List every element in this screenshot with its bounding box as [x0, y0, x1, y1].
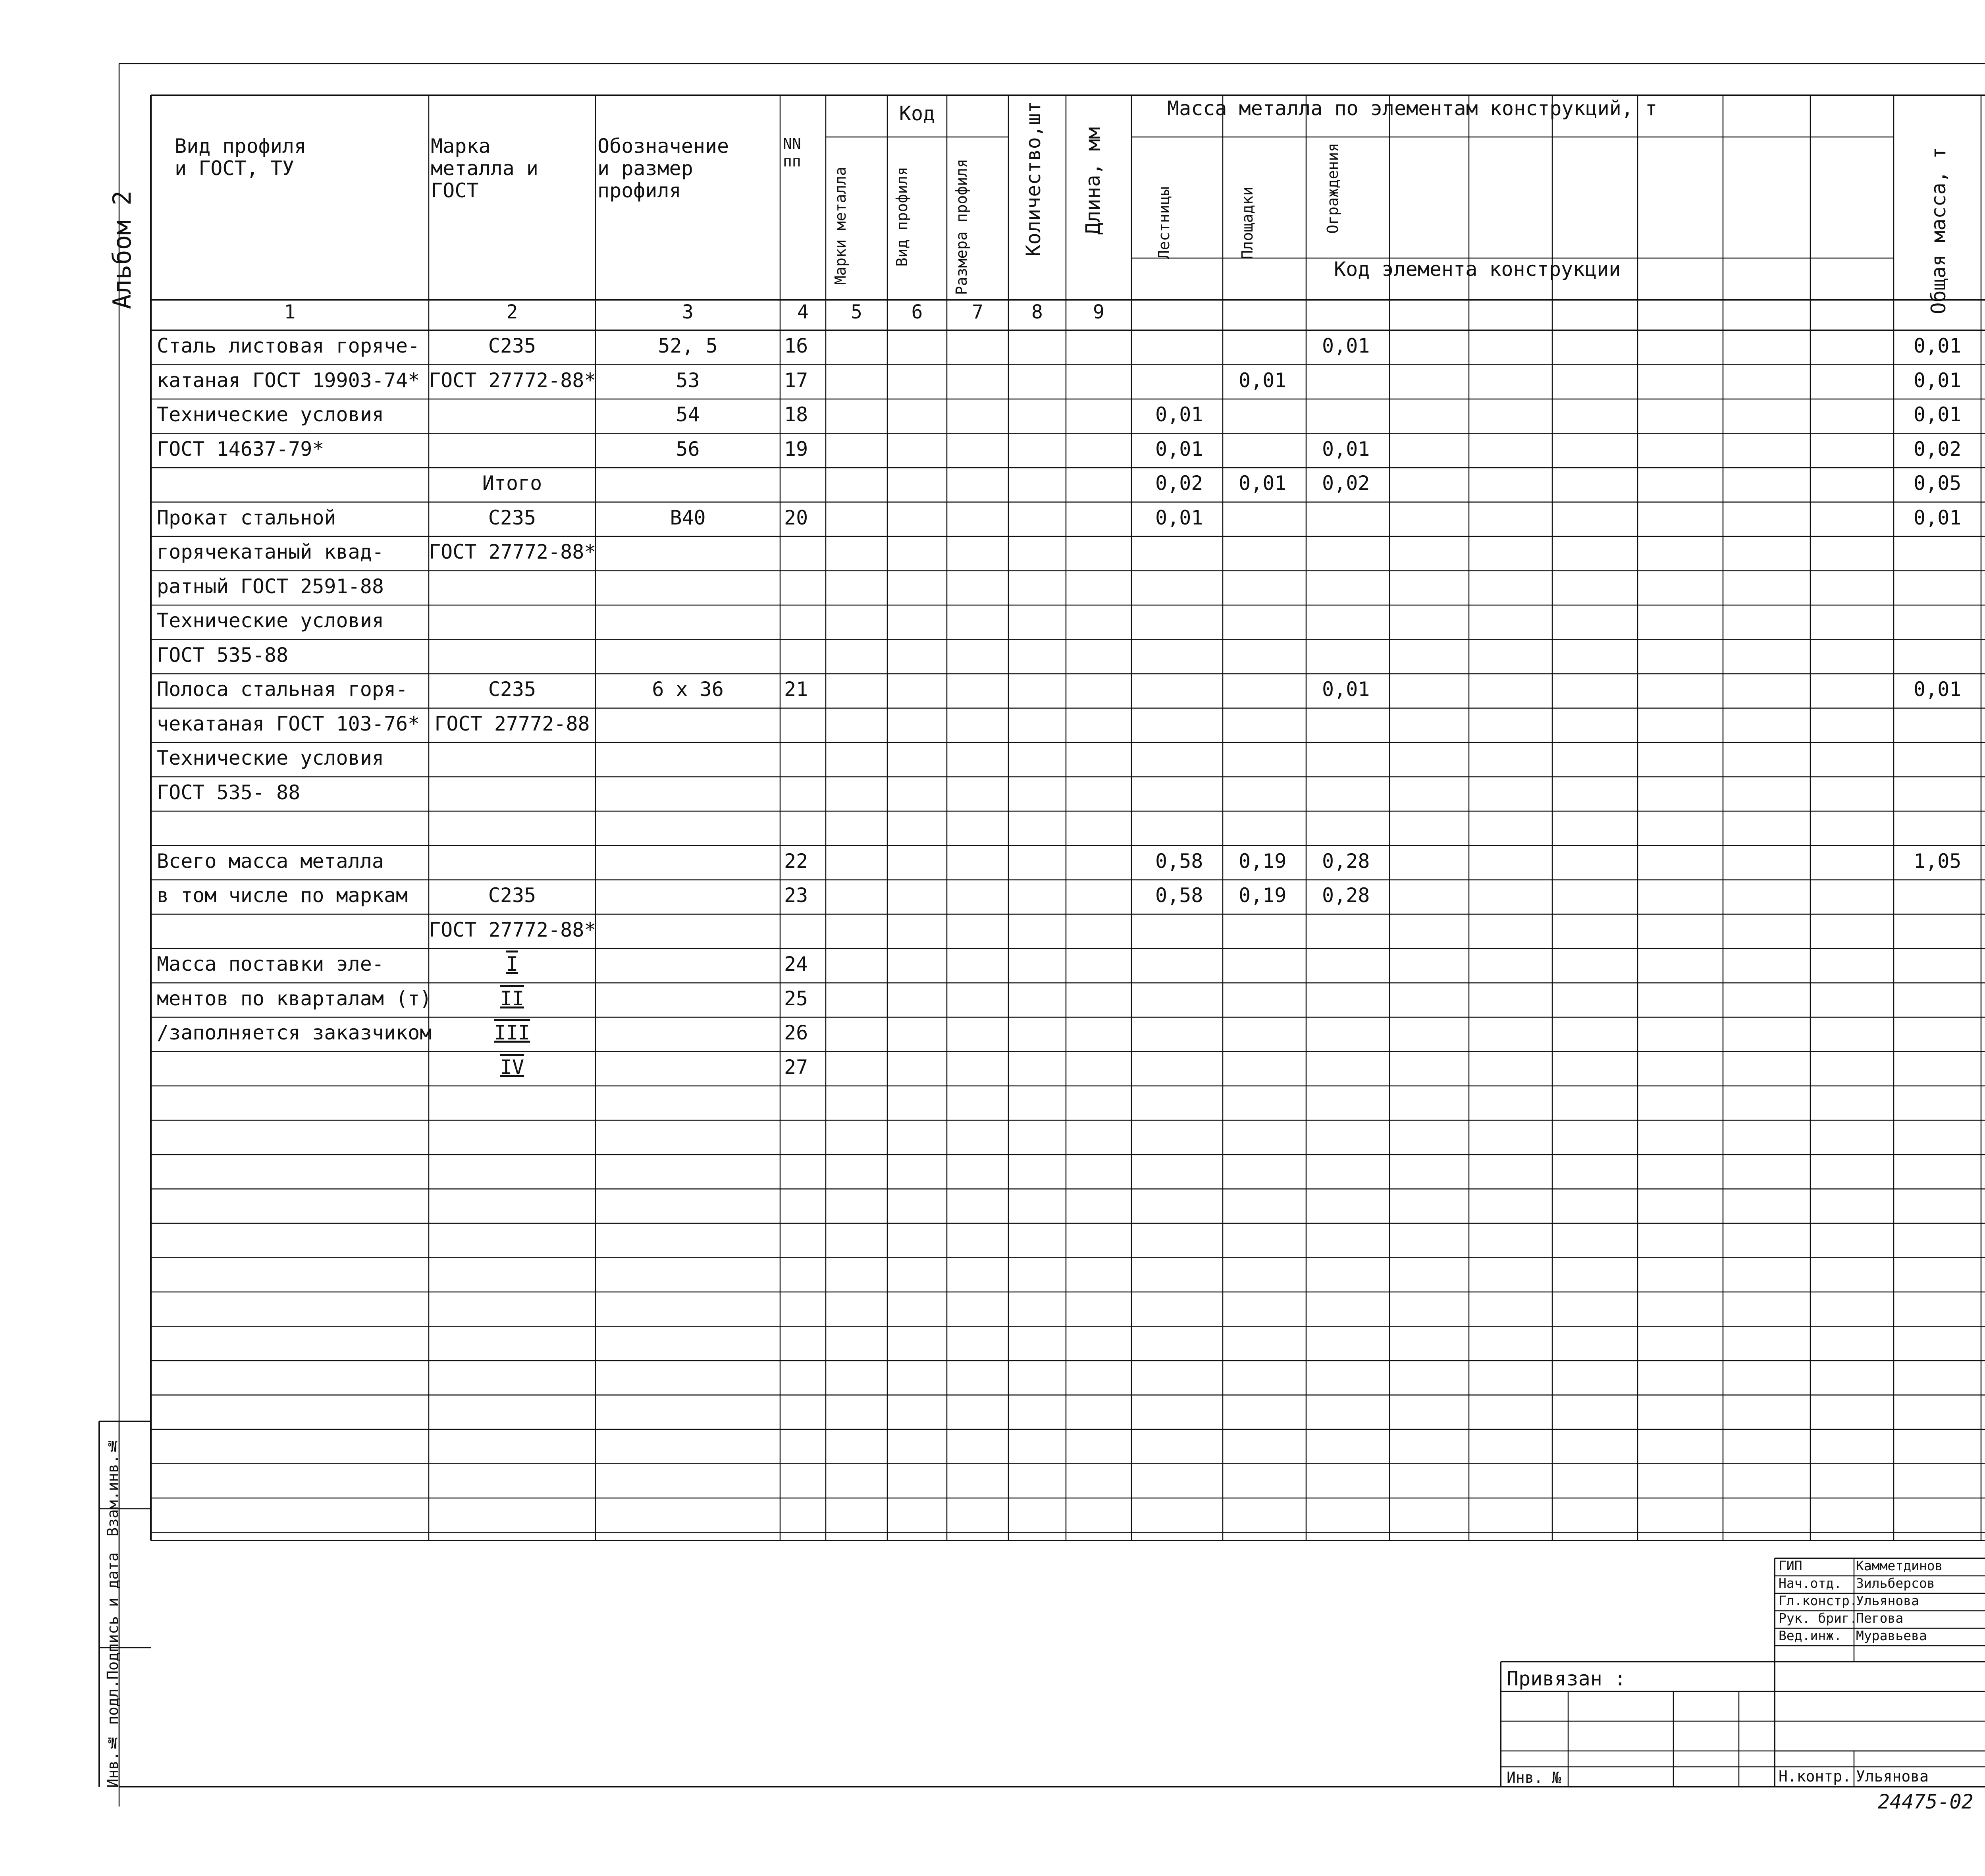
row-mass-platforms: 0,01	[1239, 368, 1287, 392]
row-total-mass: 0,02	[1914, 437, 1962, 461]
row-metal-mark: ГОСТ 27772-88*	[429, 368, 596, 392]
header-quantity: Количество,шт	[1022, 101, 1045, 257]
row-mass-ladders: 0,58	[1155, 849, 1203, 873]
row-profile: Технические условия	[157, 403, 384, 426]
row-metal-mark: С235	[488, 334, 536, 357]
row-profile: чекатаная ГОСТ 103-76*	[157, 712, 420, 735]
header-el-ladders: Лестницы	[1155, 187, 1173, 260]
row-nn: 26	[784, 1021, 808, 1044]
row-total-mass: 0,01	[1914, 678, 1962, 701]
row-nn: 20	[784, 506, 808, 529]
row-nn: 18	[784, 403, 808, 426]
row-mass-fences: 0,01	[1322, 334, 1370, 357]
stamp-label-replace: Взам.инв.№	[104, 1437, 121, 1537]
row-total-mass: 1,05	[1914, 849, 1962, 873]
row-metal-mark: Итого	[482, 472, 542, 495]
row-mass-fences: 0,02	[1322, 472, 1370, 495]
attached-label: Привязан :	[1507, 1667, 1627, 1690]
row-profile: Прокат стальной	[157, 506, 336, 529]
inv-label: Инв. №	[1507, 1769, 1561, 1786]
col-number: 9	[1093, 301, 1104, 323]
signer-name: Зильберсов	[1856, 1575, 1935, 1591]
signer-name: Пегова	[1856, 1610, 1904, 1626]
row-mass-ladders: 0,01	[1155, 437, 1203, 461]
row-profile: Технические условия	[157, 746, 384, 769]
header-total-mass: Общая масса, т	[1927, 147, 1950, 314]
row-nn: 25	[784, 987, 808, 1010]
row-profile: ментов по кварталам (т)	[157, 987, 432, 1010]
row-profile: Масса поставки эле-	[157, 952, 384, 976]
row-profile: катаная ГОСТ 19903-74*	[157, 368, 420, 392]
col-number: 3	[682, 301, 694, 323]
col-number: 7	[972, 301, 983, 323]
row-designation: 52, 5	[658, 334, 718, 357]
row-designation: 56	[676, 437, 700, 461]
row-nn: 21	[784, 678, 808, 701]
row-profile: Полоса стальная горя-	[157, 678, 408, 701]
row-metal-mark: IV	[500, 1055, 524, 1079]
row-profile: в том числе по маркам	[157, 884, 408, 907]
col-number: 5	[851, 301, 862, 323]
col-number: 2	[506, 301, 518, 323]
row-profile: ратный ГОСТ 2591-88	[157, 575, 384, 598]
row-total-mass: 0,01	[1914, 334, 1962, 357]
control-name: Ульянова	[1856, 1768, 1929, 1785]
archive-number: 24475-02	[1878, 1790, 1973, 1813]
row-mass-platforms: 0,19	[1239, 849, 1287, 873]
row-metal-mark: ГОСТ 27772-88*	[429, 918, 596, 941]
row-nn: 23	[784, 884, 808, 907]
row-mass-fences: 0,28	[1322, 849, 1370, 873]
row-profile: горячекатаный квад-	[157, 540, 384, 563]
signer-name: Муравьева	[1856, 1628, 1927, 1643]
row-designation: 53	[676, 368, 700, 392]
row-total-mass: 0,01	[1914, 368, 1962, 392]
row-profile: Всего масса металла	[157, 849, 384, 873]
role-name: Рук. бриг.	[1779, 1610, 1858, 1626]
role-name: Нач.отд.	[1779, 1575, 1842, 1591]
row-profile: /заполняется заказчиком	[157, 1021, 432, 1044]
row-nn: 22	[784, 849, 808, 873]
row-metal-mark: I	[506, 952, 518, 976]
header-element-code: Код элемента конструкции	[1334, 258, 1621, 281]
control-role: Н.контр.	[1779, 1768, 1852, 1785]
role-name: ГИП	[1779, 1558, 1802, 1573]
row-mass-ladders: 0,02	[1155, 472, 1203, 495]
row-nn: 17	[784, 368, 808, 392]
album-label: Альбом 2	[108, 191, 137, 309]
row-mass-ladders: 0,01	[1155, 403, 1203, 426]
header-code-profile-type: Вид профиля	[893, 167, 911, 267]
row-mass-fences: 0,28	[1322, 884, 1370, 907]
row-designation: 54	[676, 403, 700, 426]
header-code-profile-size: Размера профиля	[953, 159, 970, 295]
row-mass-platforms: 0,01	[1239, 472, 1287, 495]
row-nn: 16	[784, 334, 808, 357]
row-total-mass: 0,01	[1914, 403, 1962, 426]
row-total-mass: 0,05	[1914, 472, 1962, 495]
signer-name: Ульянова	[1856, 1593, 1919, 1608]
col-number: 8	[1031, 301, 1043, 323]
header-el-platforms: Площадки	[1239, 187, 1256, 260]
stamp-label-sign: Подпись и дата	[104, 1552, 121, 1680]
row-metal-mark: С235	[488, 506, 536, 529]
row-profile: Сталь листовая горяче-	[157, 334, 420, 357]
header-code: Код	[899, 102, 935, 125]
col-number: 1	[284, 301, 296, 323]
row-mass-ladders: 0,01	[1155, 506, 1203, 529]
row-designation: В40	[670, 506, 706, 529]
header-el-fences: Ограждения	[1324, 143, 1341, 234]
header-code-metal: Марки металла	[832, 167, 849, 285]
row-nn: 27	[784, 1055, 808, 1079]
stamp-label-inv: Инв.№ подл.	[104, 1679, 121, 1788]
row-total-mass: 0,01	[1914, 506, 1962, 529]
role-name: Вед.инж.	[1779, 1628, 1842, 1643]
col-number: 6	[911, 301, 923, 323]
role-name: Гл.констр.	[1779, 1593, 1858, 1608]
row-mass-ladders: 0,58	[1155, 884, 1203, 907]
header-metal-mark: Марка металла и ГОСТ	[431, 135, 538, 202]
header-profile: Вид профиля и ГОСТ, ТУ	[175, 135, 306, 180]
row-metal-mark: ГОСТ 27772-88	[434, 712, 590, 735]
row-metal-mark: II	[500, 987, 524, 1010]
col-number: 4	[797, 301, 809, 323]
row-metal-mark: С235	[488, 678, 536, 701]
row-profile: Технические условия	[157, 609, 384, 632]
row-metal-mark: С235	[488, 884, 536, 907]
row-profile: ГОСТ 535- 88	[157, 781, 301, 804]
row-profile: ГОСТ 535-88	[157, 643, 289, 667]
signer-name: Камметдинов	[1856, 1558, 1943, 1573]
row-designation: 6 х 36	[652, 678, 724, 701]
header-nn: NN пп	[783, 135, 801, 170]
row-metal-mark: ГОСТ 27772-88*	[429, 540, 596, 563]
row-mass-fences: 0,01	[1322, 437, 1370, 461]
row-nn: 24	[784, 952, 808, 976]
header-mass-elements: Масса металла по элементам конструкций, т	[1167, 97, 1657, 120]
row-mass-platforms: 0,19	[1239, 884, 1287, 907]
row-metal-mark: III	[494, 1021, 530, 1044]
row-mass-fences: 0,01	[1322, 678, 1370, 701]
row-nn: 19	[784, 437, 808, 461]
header-designation: Обозначение и размер профиля	[597, 135, 729, 202]
row-profile: ГОСТ 14637-79*	[157, 437, 324, 461]
header-length: Длина, мм	[1081, 127, 1104, 235]
